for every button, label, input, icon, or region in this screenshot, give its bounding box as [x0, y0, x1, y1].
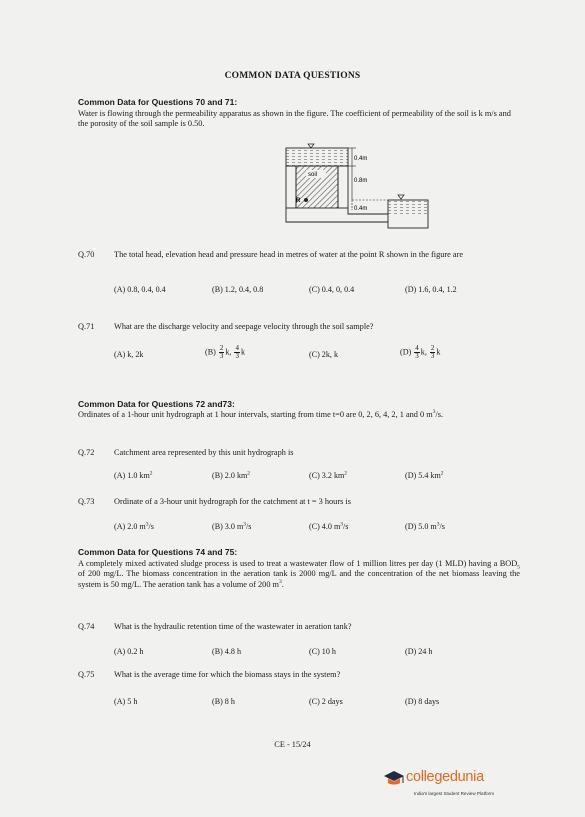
q71-option-c[interactable]: (C) 2k, k	[309, 350, 338, 359]
page-title: COMMON DATA QUESTIONS	[224, 71, 361, 81]
q72-option-a[interactable]: (A) 1.0 $km^2$	[114, 470, 153, 480]
dimension-label-mid: 0.8m	[354, 178, 368, 184]
collegedunia-logo[interactable]	[378, 766, 540, 808]
water-level-marker-icon	[308, 144, 314, 148]
fraction: $\frac{4}{3}$	[415, 344, 419, 360]
dimension-label-low: 0.4m	[354, 206, 368, 212]
common-data-heading-74-75: Common Data for Questions 74 and 75:	[78, 547, 238, 557]
q75-option-c[interactable]: (C) 2 days	[309, 697, 343, 706]
q74-option-a[interactable]: (A) 0.2 h	[114, 647, 144, 656]
common-data-text-72-73: Ordinates of a 1-hour unit hydrograph at 1 hour intervals, starting from time t=0 are 0, 2, 6, 4, 2, 1 and 0 $m^3/s$.	[78, 409, 444, 419]
q74-option-d[interactable]: (D) 24 h	[405, 647, 433, 656]
q71-option-a[interactable]: (A) k, 2k	[114, 350, 144, 359]
q75-option-b[interactable]: (B) 8 h	[212, 697, 235, 706]
q73-option-a[interactable]: (A) 2.0 $m^3/s$	[114, 521, 154, 531]
q75-option-d[interactable]: (D) 8 days	[405, 697, 440, 706]
question-number-71: Q.71	[78, 322, 95, 331]
dimension-label-top: 0.4m	[354, 156, 368, 162]
question-number-73: Q.73	[78, 497, 95, 506]
point-r-marker	[304, 198, 308, 202]
q73-option-c[interactable]: (C) 4.0 $m^3/s$	[309, 521, 349, 531]
q73-option-d[interactable]: (D) 5.0 $m^3/s$	[405, 521, 445, 531]
tail-level-marker-icon	[398, 195, 404, 199]
fraction: $\frac{2}{3}$	[430, 344, 435, 360]
q73-option-b[interactable]: (B) 3.0 $m^3/s$	[212, 521, 252, 531]
logo-tagline: India's largest Student Review Platform	[414, 791, 495, 796]
upper-water-zone	[286, 148, 348, 166]
fraction: $\frac{4}{3}$	[235, 344, 239, 360]
common-data-heading-70-71: Common Data for Questions 70 and 71:	[78, 97, 238, 107]
graduation-cap-icon	[382, 768, 406, 792]
permeameter-figure	[268, 140, 468, 248]
q71-option-d[interactable]: (D) $\frac{4}{3}$ k, $\frac{2}{3}$ k	[400, 344, 441, 360]
q70-option-c[interactable]: (C) 0.4, 0, 0.4	[309, 285, 355, 294]
page-footer: CE - 15/24	[274, 740, 311, 749]
question-number-74: Q.74	[78, 622, 95, 631]
question-text-71: What are the discharge velocity and seepage velocity through the soil sample?	[114, 322, 374, 331]
question-text-72: Catchment area represented by this unit hydrograph is	[114, 448, 294, 457]
question-number-75: Q.75	[78, 670, 95, 679]
soil-label: soil	[308, 172, 318, 178]
question-text-74: What is the hydraulic retention time of the wastewater in aeration tank?	[114, 622, 352, 631]
q70-option-d[interactable]: (D) 1.6, 0.4, 1.2	[405, 285, 457, 294]
q74-option-b[interactable]: (B) 4.8 h	[212, 647, 241, 656]
question-number-70: Q.70	[78, 250, 95, 259]
q71-option-b[interactable]: (B) $\frac{2}{3}$ k, $\frac{4}{3}$ k	[205, 344, 245, 360]
logo-wordmark: collegedunia	[406, 769, 484, 785]
q72-option-b[interactable]: (B) 2.0 $km^2$	[212, 470, 251, 480]
common-data-text-70-71: Water is flowing through the permeability apparatus as shown in the figure. The coefficient of permeability of the soil is k m/s and the porosity of the soil sample is 0.50.	[78, 109, 511, 129]
question-text-73: Ordinate of a 3-hour unit hydrograph for the catchment at t = 3 hours is	[114, 497, 351, 506]
q74-option-c[interactable]: (C) 10 h	[309, 647, 336, 656]
common-data-text-74-75: A completely mixed activated sludge process is used to treat a wastewater flow of 1 million litres per day (1 MLD) having a $BOD_5$ of 200 mg/L. The biomass concentration in the aeration tank is 2000 mg/L and the concentration of the net biomass leaving the system is 50 mg/L. The aeration tank has a volume of 200 $m^3$.	[78, 559, 520, 589]
q70-option-a[interactable]: (A) 0.8, 0.4, 0.4	[114, 285, 166, 294]
question-text-75: What is the average time for which the biomass stays in the system?	[114, 670, 341, 679]
common-data-heading-72-73: Common Data for Questions 72 and73:	[78, 399, 235, 409]
q70-option-b[interactable]: (B) 1.2, 0.4, 0.8	[212, 285, 264, 294]
question-number-72: Q.72	[78, 448, 95, 457]
q72-option-c[interactable]: (C) 3.2 $km^2$	[309, 470, 348, 480]
q72-option-d[interactable]: (D) 5.4 $km^2$	[405, 470, 444, 480]
question-text-70: The total head, elevation head and pressure head in metres of water at the point R shown in the figure are	[114, 250, 464, 259]
q75-option-a[interactable]: (A) 5 h	[114, 697, 138, 706]
point-r-label: R	[296, 198, 301, 204]
fraction: $\frac{2}{3}$	[219, 344, 224, 360]
